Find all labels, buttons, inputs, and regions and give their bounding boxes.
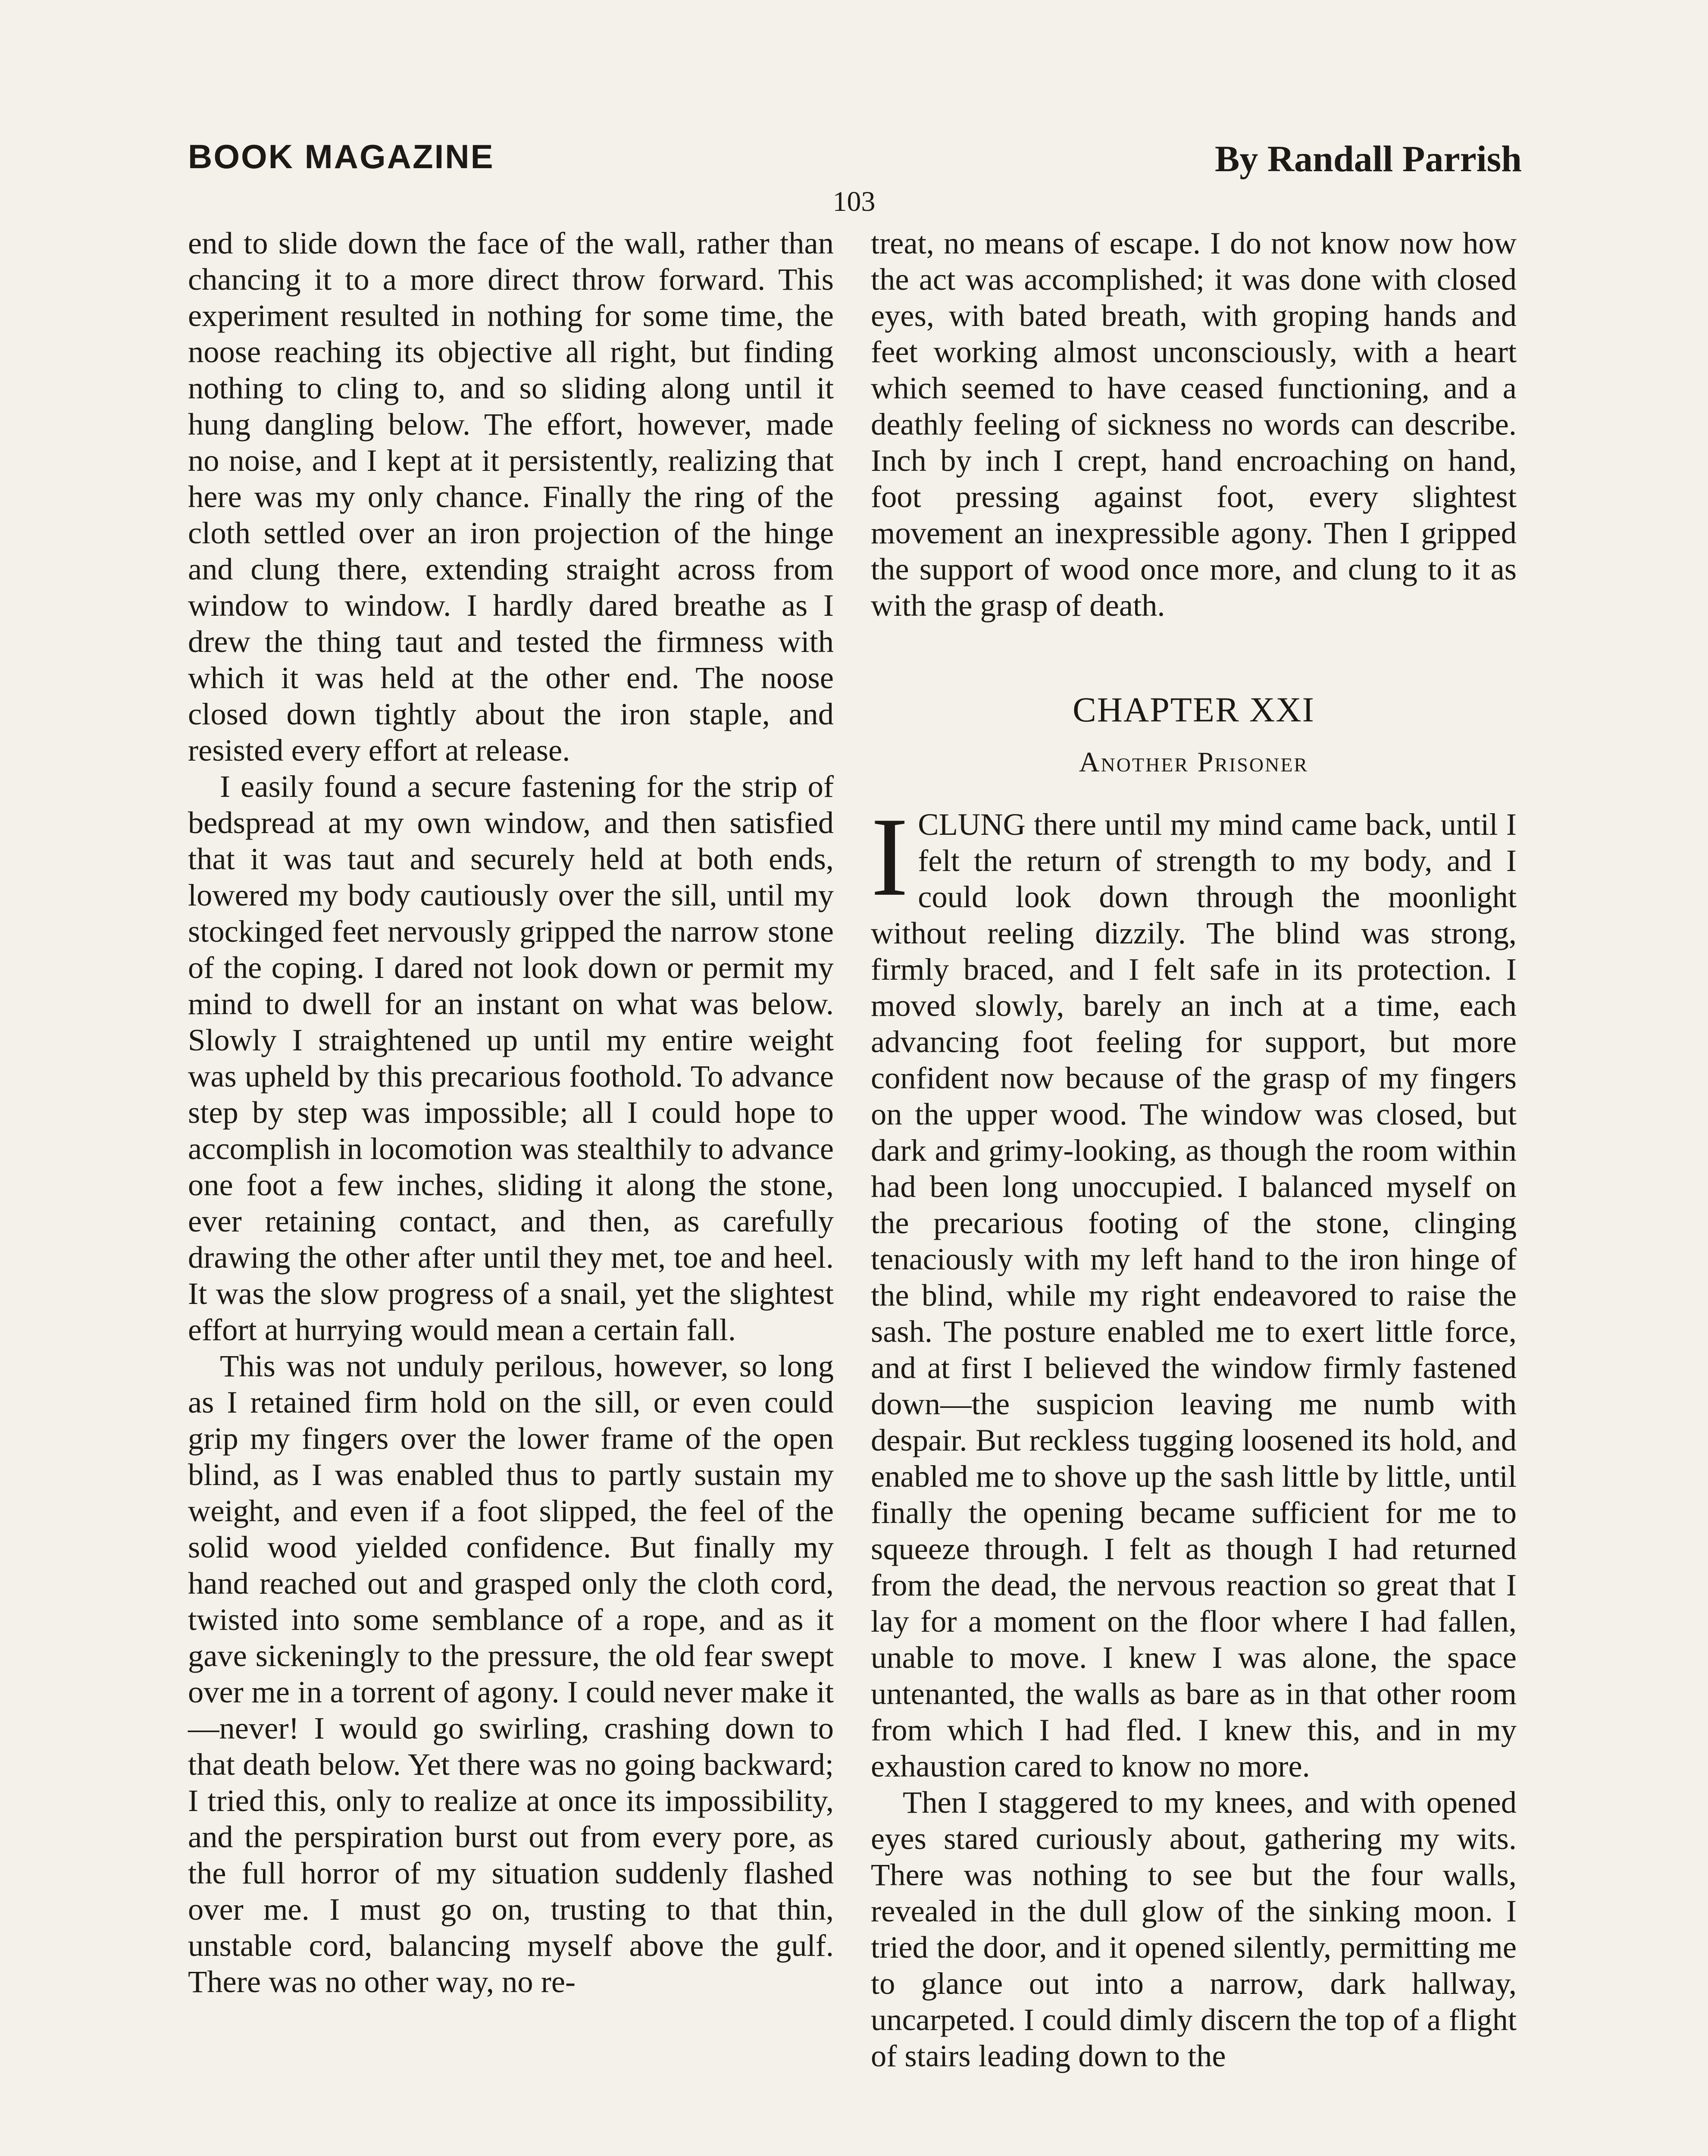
chapter-subtitle: Another Prisoner	[1079, 746, 1309, 778]
chapter-title: CHAPTER XXI	[1073, 690, 1315, 729]
drop-cap: I	[871, 794, 909, 919]
paragraph: treat, no means of escape. I do not know now how the act was accomplished; it was done with closed eyes, with bated breath, with groping hands and feet working almost unconsciously, with a heart which seemed to have ceased functioning, and a deathly feeling of sickness no words can describe. Inch by inch I crept, hand encroaching on hand, foot pressing against foot, every slightest movement an inexpressible agony. Then I gripped the support of wood once more, and clung to it as with the grasp of death.	[871, 226, 1517, 623]
chapter-opening	[871, 794, 1517, 1784]
page-number: 103	[832, 186, 876, 217]
paragraph: I easily found a secure fastening for the strip of bedspread at my own window, and then satisfied that it was taut and securely held at both ends, lowered my body cautiously over the sill, until my stockinged feet nervously gripped the narrow stone of the coping. I dared not look down or permit my mind to dwell for an instant on what was below. Slowly I straightened up until my entire weight was upheld by this precarious foothold. To advance step by step was impossible; all I could hope to accomplish in locomotion was stealthily to advance one foot a few inches, sliding it along the stone, ever retaining contact, and then, as carefully drawing the other after until they met, toe and heel. It was the slow progress of a snail, yet the slightest effort at hurrying would mean a certain fall.	[188, 769, 834, 1347]
paragraph: end to slide down the face of the wall, rather than chancing it to a more direct throw forward. This experiment resulted in nothing for some time, the noose reaching its objective all right, but finding nothing to cling to, and so sliding along until it hung dangling below. The effort, however, made no noise, and I kept at it persistently, realizing that here was my only chance. Finally the ring of the cloth settled over an iron projection of the hinge and clung there, extending straight across from window to window. I hardly dared breathe as I drew the thing taut and tested the firmness with which it was held at the other end. The noose closed down tightly about the iron staple, and resisted every effort at release.	[188, 226, 834, 768]
paragraph: CLUNG there until my mind came back, until I felt the return of strength to my body, and I could look down through the moonlight without reeling dizzily. The blind was strong, firmly braced, and I felt safe in its protection. I moved slowly, barely an inch at a time, each advancing foot feeling for support, but more confident now because of the grasp of my fingers on the upper wood. The window was closed, but dark and grimy-looking, as though the room within had been long unoccupied. I balanced myself on the precarious footing of the stone, clinging tenaciously with my left hand to the iron hinge of the blind, while my right endeavored to raise the sash. The posture enabled me to exert little force, and at first I believed the window firmly fastened down—the suspicion leaving me numb with despair. But reckless tugging loosened its hold, and enabled me to shove up the sash little by little, until finally the opening became sufficient for me to squeeze through. I felt as though I had returned from the dead, the nervous reaction so great that I lay for a moment on the floor where I had fallen, unable to move. I knew I was alone, the space untenanted, the walls as bare as in that other room from which I had fled. I knew this, and in my exhaustion cared to know no more.	[871, 807, 1517, 1783]
paragraph: This was not unduly perilous, however, so long as I retained firm hold on the sill, or even could grip my fingers over the lower frame of the open blind, as I was enabled thus to partly sustain my weight, and even if a foot slipped, the feel of the solid wood yielded confidence. But finally my hand reached out and grasped only the cloth cord, twisted into some semblance of a rope, and as it gave sickeningly to the pressure, the old fear swept over me in a torrent of agony. I could never make it—never! I would go swirling, crashing down to that death below. Yet there was no going backward; I tried this, only to realize at once its impossibility, and the perspiration burst out from every pore, as the full horror of my situation suddenly flashed over me. I must go on, trusting to that thin, unstable cord, balancing myself above the gulf. There was no other way, no re-	[188, 1348, 834, 1999]
author-byline: By Randall Parrish	[1215, 138, 1522, 179]
paragraph: Then I staggered to my knees, and with opened eyes stared curiously about, gathering my wits. There was nothing to see but the four walls, revealed in the dull glow of the sinking moon. I tried the door, and it opened silently, permitting me to glance out into a narrow, dark hallway, uncarpeted. I could dimly discern the top of a flight of stairs leading down to the	[871, 1785, 1517, 2073]
left-column	[188, 225, 834, 2000]
magazine-title: BOOK MAGAZINE	[188, 138, 494, 175]
right-column	[871, 225, 1517, 2074]
